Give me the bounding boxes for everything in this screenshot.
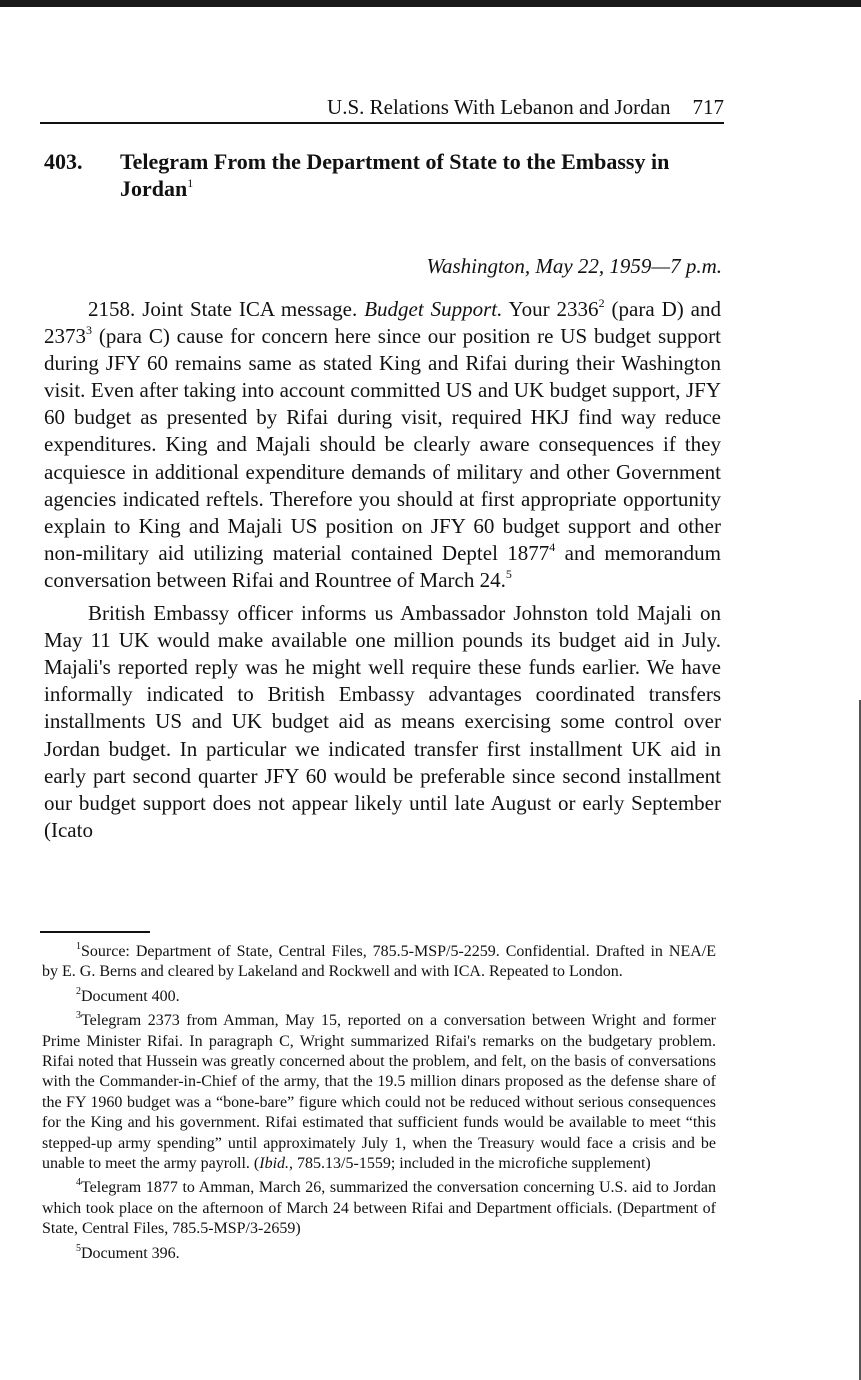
- footnote-2: [42, 987, 716, 1007]
- footnote-5-mark: 5: [76, 1242, 81, 1254]
- body-paragraph-2: British Embassy officer informs us Ambassador Johnston told Majali on May 11 UK would make available one million pounds its budget aid in July. Majali's reported reply was he might well require these funds earlier. We have informally indicated to British Embassy advantages coordinated transfers installments US and UK budget aid as means exercising some control over Jordan budget. In particular we indicated transfer first installment UK aid in early part second quarter JFY 60 would be preferable since second installment our budget support does not appear likely until late August or early September (Icato: [44, 601, 721, 842]
- footnote-ref-3[interactable]: 3: [86, 323, 92, 338]
- document-number: 403.: [44, 149, 83, 174]
- page-top-edge: [0, 0, 861, 7]
- footnote-ref-5[interactable]: 5: [505, 566, 512, 581]
- footnote-3-text-a: Telegram 2373 from Amman, May 15, reported on a conversation between Wright and former Prime Minister Rifai. In paragraph C, Wright summarized Rifai's remarks on the budgetary problem. Rifai noted that Hussein was greatly concerned about the problem, and felt, on the basis of conversations with the Commander-in-Chief of the army, that the 19.5 million dinars proposed as the defense share of the FY 1960 budget was a “bone-bare” figure which could not be reduced without serious consequences for the King and his government. Rifai estimated that sufficient funds would be available to meet “this stepped-up army spending” until approximately July 1, when the Treasury would face a crisis and be unable to meet the army payroll. (: [42, 1012, 716, 1173]
- footnote-3: [42, 1011, 716, 1174]
- footnote-5: [42, 1244, 716, 1264]
- p1-subject: Budget Support.: [364, 297, 503, 321]
- running-head-title: U.S. Relations With Lebanon and Jordan: [327, 95, 671, 119]
- p1-text-a: 2158. Joint State ICA message.: [88, 297, 365, 321]
- footnote-ref-2[interactable]: 2: [598, 296, 605, 310]
- footnote-3-mark: 3: [76, 1010, 81, 1022]
- footnote-ref-4[interactable]: 4: [549, 539, 556, 554]
- running-head: [40, 92, 724, 124]
- footnote-3-text-b: , 785.13/5-1559; included in the microfiche supplement): [289, 1155, 651, 1173]
- footnote-1: [42, 942, 716, 983]
- footnote-5-text: Document 396.: [81, 1244, 180, 1262]
- footnotes: [42, 942, 716, 1268]
- dateline: Washington, May 22, 1959—7 p.m.: [426, 254, 722, 278]
- footnote-4-text: Telegram 1877 to Amman, March 26, summarized the conversation concerning U.S. aid to Jordan which took place on the afternoon of March 24 between Rifai and Department officials. (Department of State, Central Files, 785.5-MSP/3-2659): [42, 1179, 716, 1238]
- p1-text-d: (para D) and 2373: [44, 297, 721, 349]
- footnote-4: [42, 1178, 716, 1239]
- footnote-3-ibid: Ibid.: [259, 1155, 290, 1173]
- p1-text-f: and memorandum conversation between Rifai and Rountree of March 24.: [44, 540, 721, 592]
- telegram-body: [44, 296, 721, 850]
- footnote-rule: [40, 931, 150, 933]
- footnote-2-text: Document 400.: [81, 987, 180, 1005]
- document-heading: [44, 148, 724, 202]
- p1-text-c: Your 2336: [502, 297, 599, 321]
- footnote-ref-1[interactable]: 1: [187, 176, 194, 190]
- footnote-2-mark: 2: [76, 985, 81, 997]
- footnote-1-text: Source: Department of State, Central Files, 785.5-MSP/5-2259. Confidential. Drafted in NEA/E by E. G. Berns and cleared by Lakeland and Rockwell and with ICA. Repeated to London.: [42, 943, 716, 981]
- footnote-1-mark: 1: [76, 941, 81, 952]
- footnote-4-mark: 4: [76, 1177, 81, 1189]
- document-title-text: Telegram From the Department of State to the Embassy in Jordan: [120, 149, 670, 201]
- body-paragraph-1: [44, 296, 721, 594]
- p1-text-e: (para C) cause for concern here since our position re US budget support during JFY 60 remains same as stated King and Rifai during their Washington visit. Even after taking into account committed US and UK budget support, JFY 60 budget as presented by Rifai during visit, required HKJ find way reduce expenditures. King and Majali should be clearly aware consequences if they acquiesce in additional expenditure demands of military and other Government agencies indicated reftels. Therefore you should at first appropriate opportunity explain to King and Majali US position on JFY 60 budget support and other non-military aid utilizing material contained Deptel 1877: [44, 324, 721, 565]
- page-number: 717: [692, 95, 724, 119]
- document-title: [120, 148, 724, 202]
